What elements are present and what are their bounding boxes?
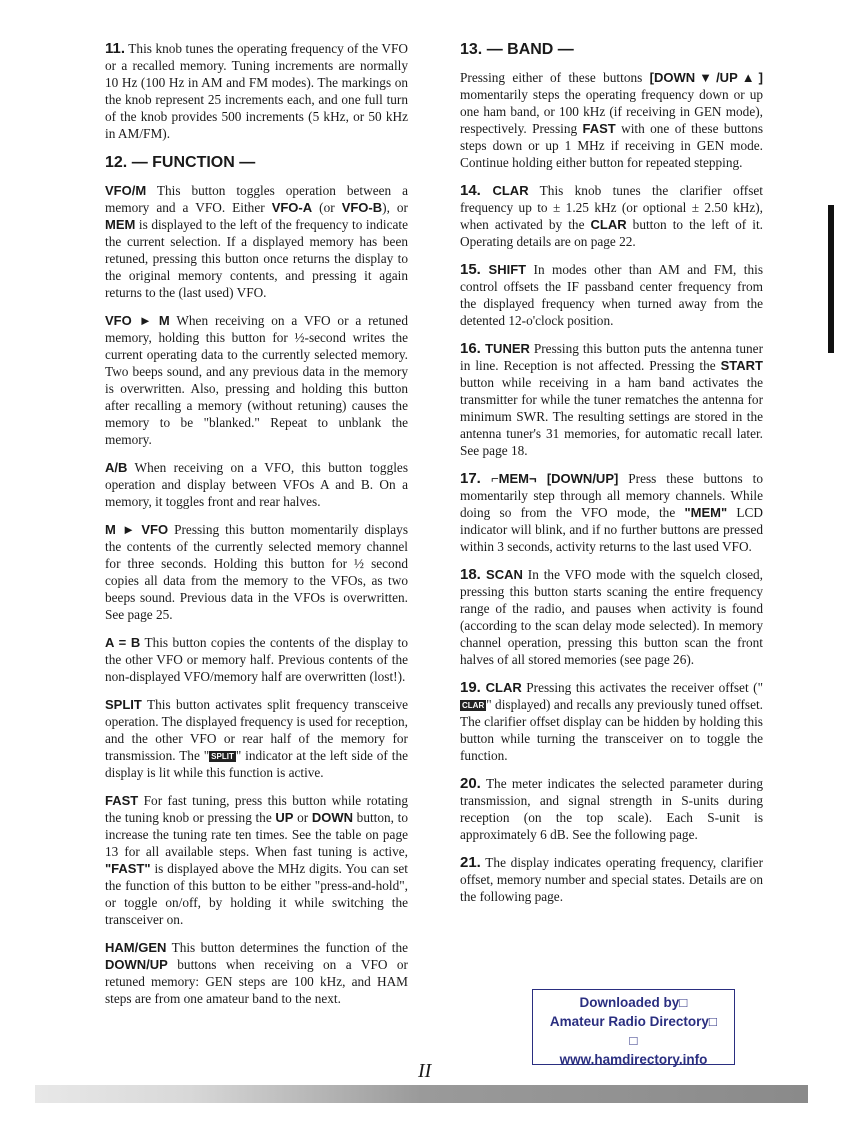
text: " displayed) and recalls any previously tuned offset. The clarifier offset display can be hidden by holding this button while turning the transceiver on to toggle the function. <box>460 697 763 763</box>
split-paragraph <box>105 696 408 781</box>
text: " indicator at the left side of the display is lit while this function is active. <box>105 748 408 780</box>
term: SCAN <box>480 567 523 582</box>
item-16 <box>460 340 763 459</box>
text: This button toggles operation between a memory and a VFO. Either <box>105 183 408 215</box>
term: CLAR <box>590 217 627 232</box>
text: or <box>293 810 312 825</box>
text: button while receiving in a ham band activates the transmitter for while the tuner rematches the antenna for minimum SWR. The resulting settings are stored in the antenna tuner's 31 memories, for automatic recall later. See page 18. <box>460 375 763 458</box>
item-number: 15. <box>460 261 481 278</box>
text: The meter indicates the selected parameter during transmission, and signal strength in S-units during reception (on the top scale). Each S-unit is approximately 6 dB. See the following page. <box>460 776 763 842</box>
item-21 <box>460 854 763 905</box>
page-edge-marker <box>828 205 834 353</box>
band-paragraph <box>460 69 763 171</box>
item-number: 17. <box>460 470 481 487</box>
text: button to the left of it. Operating details are on page 22. <box>460 217 763 249</box>
page-number: II <box>418 1060 432 1082</box>
item-number: 16. <box>460 340 481 357</box>
clar-lcd-indicator: CLAR <box>462 701 485 710</box>
text: Pressing this activates the receiver offset (" <box>521 680 763 695</box>
item-number: 19. <box>460 679 481 696</box>
text: In modes other than AM and FM, this control offsets the IF passband center frequency from the displayed frequency when turned away from the detented 12-o'clock position. <box>460 262 763 328</box>
item-number: 21. <box>460 854 481 871</box>
text: is displayed above the MHz digits. You can set the function of this button to be either "press-and-hold", or toggle on/off, by holding it while switching the transceiver on. <box>105 861 408 927</box>
text: This knob tunes the clarifier offset frequency up to ± 1.25 kHz (or optional ± 2.50 kHz), when activated by the <box>460 183 764 232</box>
item-19 <box>460 679 763 764</box>
split-lcd-indicator: SPLIT <box>211 752 234 761</box>
download-line: Amateur Radio Directory□ <box>549 1014 718 1029</box>
term: VFO-B <box>341 200 383 215</box>
term: UP <box>275 810 294 825</box>
text: For fast tuning, press this button while rotating the tuning knob or pressing the <box>105 793 408 825</box>
term: HAM/GEN <box>105 940 167 955</box>
item-20 <box>460 775 763 843</box>
text: LCD indicator will blink, and if no further buttons are pressed within 3 seconds, activity returns to the last used VFO. <box>460 505 763 554</box>
left-column <box>105 40 408 1018</box>
term: A = B <box>105 635 141 650</box>
text: Pressing either of these buttons <box>460 70 650 85</box>
item-number: 11. <box>105 40 126 57</box>
item-11 <box>105 40 408 142</box>
text: Pressing this button momentarily displays the contents of the currently selected memory channel for three seconds. Holding this button for ½ second copies all data from the memory to the VFOs, as two beeps sound. Previous data in the VFOs is overwritten. See page 25. <box>105 522 408 622</box>
text: This button copies the contents of the display to the other VFO or memory half. Previous contents of the non-displayed VFO/memory half are overwritten (lost!). <box>105 635 409 684</box>
vfo-to-m-paragraph <box>105 312 408 448</box>
item-number: 18. <box>460 566 481 583</box>
m-to-vfo-paragraph <box>105 521 408 623</box>
term: "MEM" <box>684 505 728 520</box>
text: This button determines the function of the <box>166 940 408 955</box>
text: This button activates split frequency transceive operation. The displayed frequency is used for reception, and the other VFO or rear half of the memory for transmission. The " <box>105 697 408 763</box>
text: with one of these buttons steps down or up 1 MHz if receiving in GEN mode. Continue holding either button for repeated stepping. <box>460 121 763 170</box>
term: "FAST" <box>105 861 151 876</box>
footer-bar <box>35 1085 808 1103</box>
text: buttons when receiving on a VFO or retuned memory: GEN steps are 100 kHz, and HAM steps are from one amateur band to the next. <box>105 957 408 1006</box>
term: A/B <box>105 460 128 475</box>
vfom-paragraph <box>105 182 408 301</box>
term: MEM <box>105 217 136 232</box>
hamgen-paragraph <box>105 939 408 1007</box>
right-column <box>460 40 763 916</box>
term: TUNER <box>480 341 530 356</box>
text: In the VFO mode with the squelch closed, pressing this button starts scaning the entire frequency range of the radio, and pauses when activity is found (according to the scan delay mode selected). In memory channel operation, pressing this button scan the front halves of all stored memories (see page 26). <box>460 567 763 667</box>
fast-paragraph <box>105 792 408 928</box>
term: SHIFT <box>480 262 527 277</box>
download-link[interactable]: www.hamdirectory.info <box>559 1052 708 1067</box>
item-number: 20. <box>460 775 481 792</box>
term: ⌐MEM¬ [DOWN/UP] <box>480 471 619 486</box>
term: CLAR <box>480 183 529 198</box>
text: is displayed to the left of the frequency to indicate the current selection. If a displayed memory has been retuned, pressing this button once returns the display to the original memory contents, and pressing it again returns to the (last used) VFO. <box>105 217 408 300</box>
item-14 <box>460 182 763 250</box>
text: (or <box>312 200 342 215</box>
term: DOWN <box>311 810 354 825</box>
term: DOWN/UP <box>105 957 168 972</box>
text: Pressing this button puts the antenna tuner in line. Reception is not affected. Pressing the <box>460 341 763 373</box>
term: VFO-A <box>271 200 313 215</box>
item-number: 14. <box>460 182 481 199</box>
text: button, to increase the tuning rate ten times. See the table on page 13 for all available steps. When fast tuning is active, <box>105 810 408 859</box>
term: SPLIT <box>105 697 142 712</box>
a-equals-b-paragraph <box>105 634 408 685</box>
term: VFO/M <box>105 183 147 198</box>
text: The display indicates operating frequency, clarifier offset, memory number and special states. Details are on the following page. <box>460 855 763 904</box>
term: FAST <box>582 121 616 136</box>
download-notice[interactable] <box>532 989 735 1065</box>
download-line: □ <box>629 1033 638 1048</box>
band-heading: 13. — BAND — <box>460 41 574 58</box>
term: [DOWN▼/UP▲] <box>649 70 763 85</box>
term: FAST <box>105 793 139 808</box>
item-15 <box>460 261 763 329</box>
term: CLAR <box>480 680 522 695</box>
item-17 <box>460 470 763 555</box>
text: Press these buttons to momentarily step through all memory channels. While doing so from the VFO mode, the <box>460 471 763 520</box>
term: VFO ► M <box>105 313 170 328</box>
item-text: This knob tunes the operating frequency of the VFO or a recalled memory. Tuning increments are normally 10 Hz (100 Hz in AM and FM modes). The markings on the knob represent 25 increments each, and one full turn of the knob provides 500 increments (5 kHz, or 50 kHz in AM/FM). <box>105 41 408 141</box>
item-18 <box>460 566 763 668</box>
function-heading: 12. — FUNCTION — <box>105 154 256 171</box>
text: When receiving on a VFO or a retuned memory, holding this button for ½-second writes the current operating data to the currently selected memory. Two beeps sound, and any previous data in the memory is overwritten. Also, pressing and holding this button after recalling a memory (without retuning) causes the memory to be "blanked." Repeat to unblank the memory. <box>105 313 408 447</box>
download-line: Downloaded by□ <box>579 995 688 1010</box>
term: START <box>720 358 763 373</box>
text: momentarily steps the operating frequency down or up one ham band, or 100 kHz (if receiving in GEN mode), respectively. Pressing <box>460 87 763 136</box>
term: M ► VFO <box>105 522 169 537</box>
text: ), or <box>382 200 408 215</box>
text: When receiving on a VFO, this button toggles operation and display between VFOs A and B. On a memory, it toggles front and rear halves. <box>105 460 408 509</box>
ab-paragraph <box>105 459 408 510</box>
